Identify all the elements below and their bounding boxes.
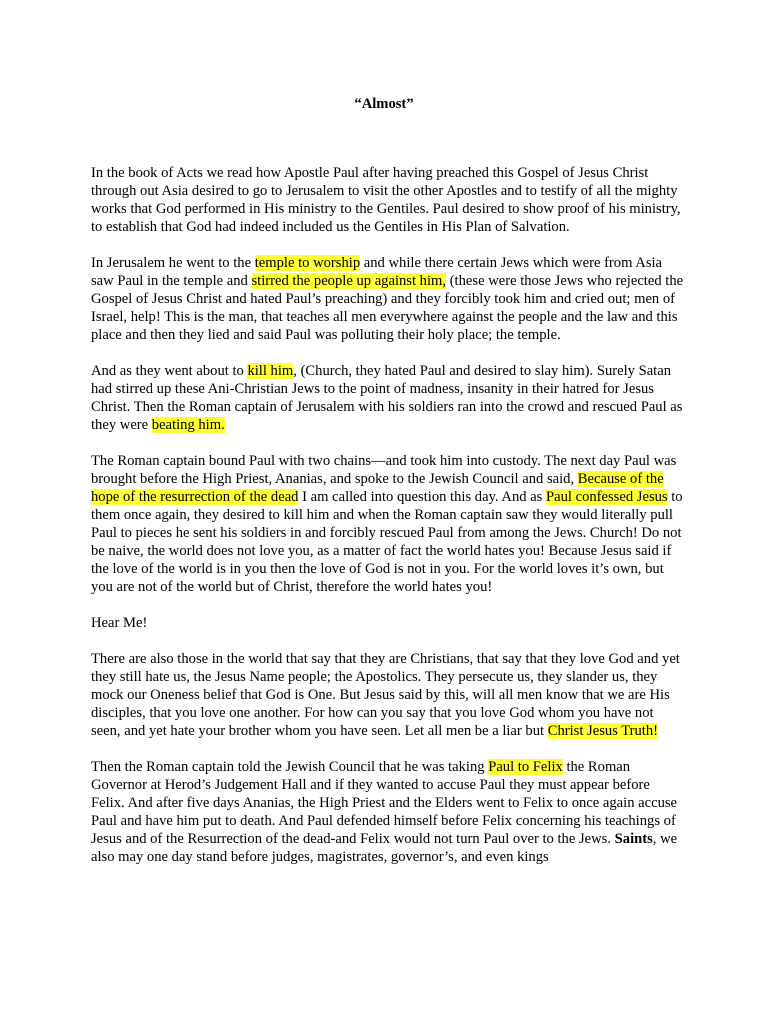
text-run: Then the Roman captain told the Jewish Council that he was taking [91, 759, 489, 775]
text-run: (these were those Jews who rejected the Gospel of Jesus Christ and hated Paul’s preaching) and they forcibly took him and cried out; men of Israel, help! This is the man, that teaches all men everywhere against the people and the law and this place and then they lied and said Paul was polluting their holy place; the temple. [91, 273, 684, 343]
paragraph [91, 614, 685, 632]
text-run: There are also those in the world that say that they are Christians, that say that they love God and yet they still hate us, the Jesus Name people; the Apostolics. They persecute us, they slander us, they mock our Oneness belief that God is One. But Jesus said by this, will all men know that we are His disciples, that you love one another. For how can you say that you love God whom you have not seen, and yet hate your brother whom you have seen. Let all men be a liar but [91, 651, 680, 739]
page-title: “Almost” [354, 96, 414, 112]
highlighted-text: kill him [247, 363, 294, 379]
highlighted-text: temple to worship [254, 255, 361, 271]
text-run: In the book of Acts we read how Apostle Paul after having preached this Gospel of Jesus Christ through out Asia desired to go to Jerusalem to visit the other Apostles and to testify of all the mighty works that God performed in His ministry to the Gentiles. Paul desired to show proof of his ministry, to establish that God had indeed included us the Gentiles in His Plan of Salvation. [91, 165, 681, 235]
text-run: In Jerusalem he went to the [91, 255, 255, 271]
highlighted-text: Christ Jesus Truth! [547, 723, 659, 739]
paragraph [91, 650, 685, 740]
text-run: The Roman captain bound Paul with two chains—and took him into custody. The next day Paul was brought before the High Priest, Ananias, and spoke to the Jewish Council and said, [91, 453, 677, 487]
highlighted-text: Paul confessed Jesus [546, 489, 668, 505]
highlighted-text: Paul to Felix [488, 759, 563, 775]
highlighted-text: Because of the hope of the resurrection of the dead [91, 471, 664, 505]
text-run: to them once again, they desired to kill him and when the Roman captain saw they would literally pull Paul to pieces he sent his soldiers in and forcibly rescued Paul from among the Jews. Church! Do not be naive, the world does not love you, as a matter of fact the world hates you! Because Jesus said if the love of the world is in you then the love of God is not in you. For the world loves it’s own, but you are not of the world but of Christ, therefore the world hates you! [91, 489, 683, 595]
paragraph [91, 758, 685, 866]
text-run: Hear Me! [91, 615, 148, 631]
text-run: And as they went about to [91, 363, 248, 379]
text-run: , we also may one day stand before judges, magistrates, governor’s, and even kings [91, 831, 678, 865]
paragraph [91, 452, 685, 596]
paragraph [91, 254, 685, 344]
highlighted-text: beating him. [151, 417, 225, 433]
highlighted-text: stirred the people up against him, [251, 273, 447, 289]
bold-text: Saints [614, 831, 653, 847]
text-run: , (Church, they hated Paul and desired to slay him). Surely Satan had stirred up these Ani-Christian Jews to the point of madness, insanity in their hatred for Jesus Christ. Then the Roman captain of Jerusalem with his soldiers ran into the crowd and rescued Paul as they were [91, 363, 683, 433]
document-body [91, 164, 685, 884]
paragraph [91, 164, 685, 236]
text-run: the Roman Governor at Herod’s Judgement Hall and if they wanted to accuse Paul they must appear before Felix. And after five days Ananias, the High Priest and the Elders went to Felix to once again accuse Paul and have him put to death. And Paul defended himself before Felix concerning his teachings of Jesus and of the Resurrection of the dead-and Felix would not turn Paul over to the Jews. [91, 759, 678, 847]
paragraph [91, 362, 685, 434]
text-run: I am called into question this day. And as [298, 489, 546, 505]
text-run: and while there certain Jews which were from Asia saw Paul in the temple and [91, 255, 663, 289]
